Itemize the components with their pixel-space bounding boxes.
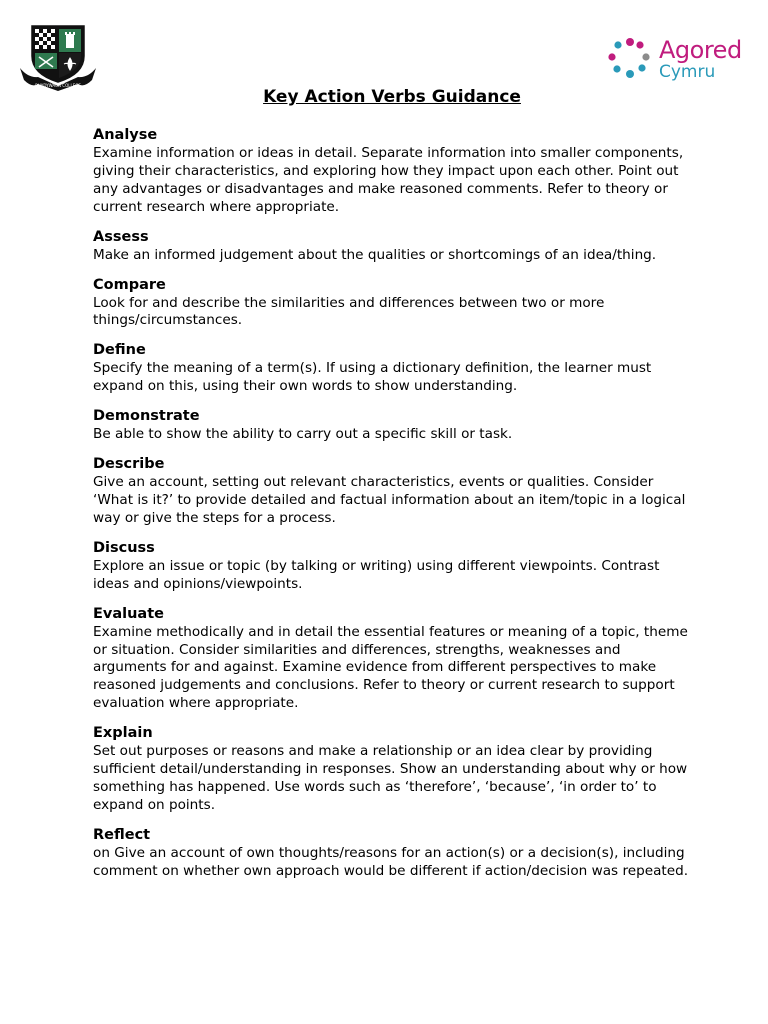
svg-text:RHYDYWAUN COLLEGE: RHYDYWAUN COLLEGE bbox=[35, 83, 81, 88]
verb-definition: on Give an account of own thoughts/reasons for an action(s) or a decision(s), including comment on whether own approach would be different if action/decision was repeated. bbox=[93, 844, 689, 879]
verb-term: Define bbox=[93, 342, 146, 359]
page-title: Key Action Verbs Guidance bbox=[263, 87, 521, 107]
verb-term: Evaluate bbox=[93, 605, 164, 622]
agored-cymru-logo bbox=[606, 36, 752, 84]
verb-term: Reflect bbox=[93, 826, 151, 843]
verb-entry bbox=[93, 341, 693, 396]
agored-dots-icon bbox=[606, 36, 654, 84]
verb-entry bbox=[93, 605, 693, 714]
verb-entry bbox=[93, 126, 693, 217]
verb-entry bbox=[93, 724, 693, 815]
college-crest-logo bbox=[18, 22, 98, 92]
verb-term: Analyse bbox=[93, 127, 158, 143]
verb-term: Compare bbox=[93, 276, 166, 293]
verb-definition: Examine information or ideas in detail. Separate information into smaller components, giving their characteristics, and exploring how they impact upon each other. Point out any advantages or disadvantages and make reasoned comments. Refer to theory or current research where appropriate. bbox=[93, 145, 684, 215]
verb-term: Explain bbox=[93, 725, 153, 742]
verb-definition: Be able to show the ability to carry out a specific skill or task. bbox=[93, 426, 513, 443]
verb-term: Assess bbox=[93, 228, 149, 245]
verb-definition: Examine methodically and in detail the essential features or meaning of a topic, theme or situation. Consider similarities and differences, strengths, weaknesses and arguments for and against. Examine evidence from different perspectives to make reasoned judgements and conclusions. Refer to theory or current research to support evaluation where appropriate. bbox=[93, 623, 688, 712]
verb-term: Discuss bbox=[93, 539, 155, 556]
verb-entry bbox=[93, 826, 693, 881]
verb-entry bbox=[93, 276, 693, 331]
verb-term: Demonstrate bbox=[93, 408, 200, 425]
verb-definition: Make an informed judgement about the qualities or shortcomings of an idea/thing. bbox=[93, 246, 657, 263]
verb-definition: Give an account, setting out relevant characteristics, events or qualities. Consider ‘What is it?’ to provide detailed and factual information about an item/topic in a logical way or give the steps for a process. bbox=[93, 474, 686, 526]
logo-word-cymru: Cymru bbox=[659, 62, 716, 82]
verb-entry bbox=[93, 539, 693, 594]
verb-entry bbox=[93, 455, 693, 528]
verb-entry bbox=[93, 228, 693, 265]
verb-entry bbox=[93, 407, 693, 444]
verb-definition: Set out purposes or reasons and make a relationship or an idea clear by providing sufficient detail/understanding in responses. Show an understanding about why or how something has happened. Use words such as ‘therefore’, ‘because’, ‘in order to’ to expand on points. bbox=[93, 743, 688, 813]
verb-list bbox=[93, 126, 693, 892]
logo-word-agored: Agored bbox=[659, 36, 742, 64]
verb-term: Describe bbox=[93, 456, 165, 473]
verb-definition: Explore an issue or topic (by talking or writing) using different viewpoints. Contrast ideas and opinions/viewpoints. bbox=[93, 557, 660, 592]
verb-definition: Specify the meaning of a term(s). If using a dictionary definition, the learner must expand on this, using their own words to show understanding. bbox=[93, 360, 652, 395]
verb-definition: Look for and describe the similarities and differences between two or more things/circumstances. bbox=[93, 294, 605, 329]
